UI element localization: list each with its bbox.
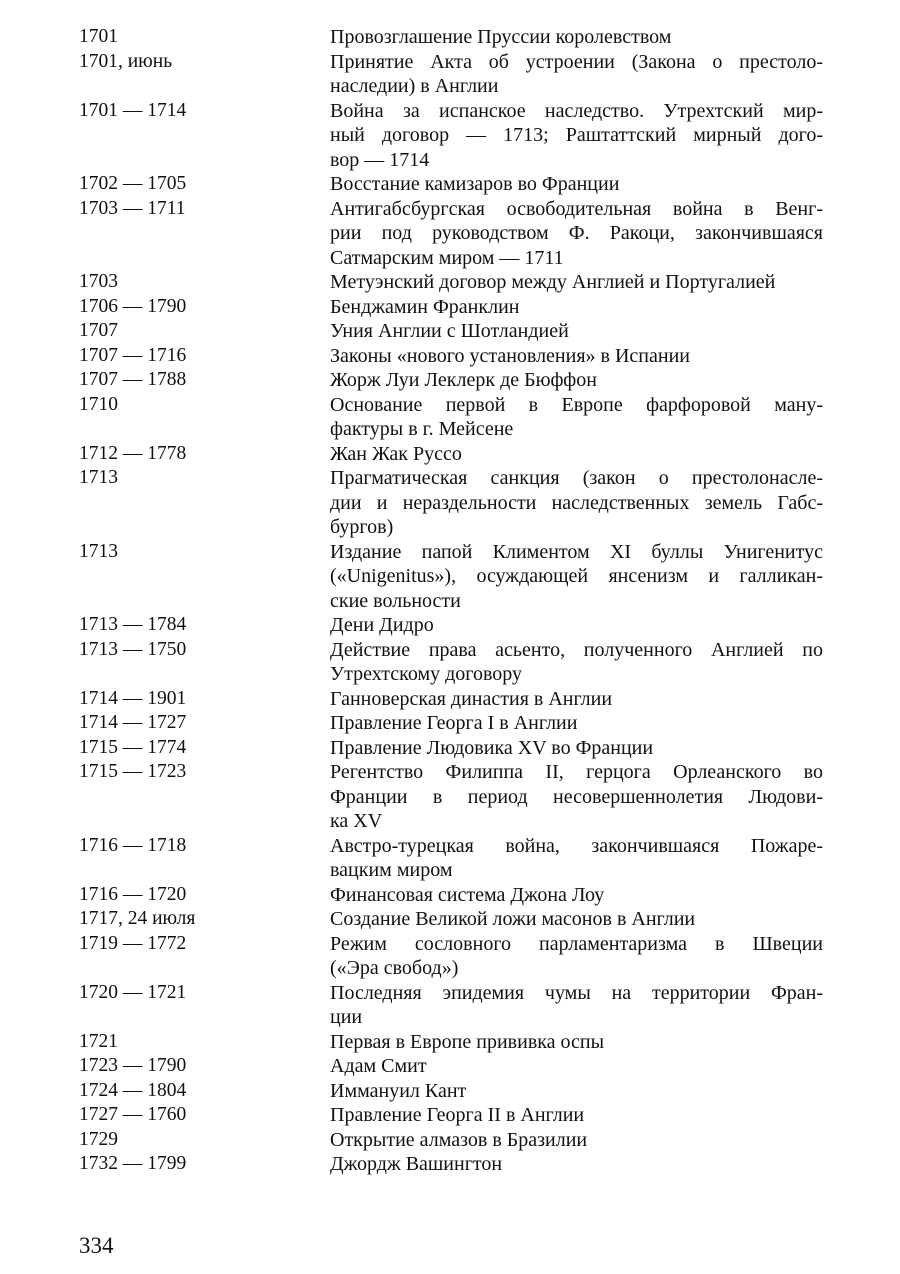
entry-date: 1712 — 1778 <box>79 442 187 464</box>
entry-date: 1713 — 1750 <box>79 638 187 660</box>
event-text-line: Правление Георга II в Англии <box>330 1104 585 1126</box>
entry-date: 1716 — 1718 <box>79 834 187 856</box>
event-text-line: Провозглашение Пруссии королевством <box>330 26 672 48</box>
chronology-row <box>79 736 849 761</box>
chronology-row <box>79 613 849 638</box>
entry-event <box>330 760 823 834</box>
chronology-row <box>79 25 849 50</box>
entry-event <box>330 270 823 295</box>
event-text-line: Правление Георга I в Англии <box>330 712 578 734</box>
chronology-row <box>79 1128 849 1153</box>
entry-event <box>330 1152 823 1177</box>
entry-event <box>330 319 823 344</box>
event-text-line: Восстание камизаров во Франции <box>330 173 620 195</box>
entry-event <box>330 932 823 981</box>
entry-event <box>330 50 823 99</box>
chronology-row <box>79 907 849 932</box>
event-text-line: дии и нераздельности наследственных земель Габс- <box>330 491 823 514</box>
event-text-line: ские вольности <box>330 589 461 612</box>
entry-event <box>330 25 823 50</box>
chronology-row <box>79 1054 849 1079</box>
entry-event <box>330 711 823 736</box>
event-text-line: Законы «нового установления» в Испании <box>330 344 690 367</box>
entry-date: 1713 — 1784 <box>79 614 187 635</box>
chronology-row <box>79 295 849 320</box>
chronology-row <box>79 270 849 295</box>
entry-date: 1714 — 1901 <box>79 687 187 709</box>
event-text-line: Сатмарским миром — 1711 <box>330 246 564 269</box>
entry-event <box>330 1079 823 1104</box>
chronology-row <box>79 540 849 614</box>
entry-event <box>330 1054 823 1079</box>
entry-date: 1721 <box>79 1030 118 1052</box>
event-text-line: бургов) <box>330 516 394 538</box>
entry-date: 1719 — 1772 <box>79 932 187 954</box>
event-text-line: рии под руководством Ф. Ракоци, закончившаяся <box>330 222 823 244</box>
entry-date: 1703 <box>79 271 118 292</box>
entry-date: 1723 — 1790 <box>79 1055 187 1076</box>
event-text-line: Бенджамин Франклин <box>330 295 520 318</box>
event-text-line: Метуэнский договор между Англией и Португалией <box>330 271 776 293</box>
event-text-line: наследии) в Англии <box>330 75 499 97</box>
entry-date: 1727 — 1760 <box>79 1104 187 1125</box>
chronology-row <box>79 1030 849 1055</box>
entry-date: 1715 — 1774 <box>79 736 187 758</box>
chronology-row <box>79 319 849 344</box>
entry-date: 1710 <box>79 393 118 415</box>
chronology-row <box>79 687 849 712</box>
chronology-row <box>79 442 849 467</box>
event-text-line: Прагматическая санкция (закон о престолонасле- <box>330 467 823 489</box>
entry-date: 1701 <box>79 26 118 47</box>
chronology-row <box>79 172 849 197</box>
chronology-table <box>79 25 849 1177</box>
event-text-line: Открытие алмазов в Бразилии <box>330 1128 588 1151</box>
chronology-row <box>79 883 849 908</box>
event-text-line: Действие права асьенто, полученного Англией по <box>330 638 823 661</box>
entry-event <box>330 907 823 932</box>
chronology-row <box>79 1152 849 1177</box>
chronology-row <box>79 393 849 442</box>
entry-event <box>330 981 823 1030</box>
entry-date: 1707 <box>79 320 118 341</box>
entry-date: 1713 <box>79 467 118 488</box>
entry-event <box>330 834 823 883</box>
chronology-row <box>79 981 849 1030</box>
event-text-line: Иммануил Кант <box>330 1079 467 1102</box>
entry-date: 1716 — 1720 <box>79 883 187 905</box>
chronology-row <box>79 834 849 883</box>
event-text-line: Издание папой Климентом XI буллы Унигенитус <box>330 540 823 563</box>
entry-event <box>330 295 823 320</box>
event-text-line: Последняя эпидемия чумы на территории Фран- <box>330 981 823 1004</box>
entry-date: 1701 — 1714 <box>79 99 187 121</box>
entry-event <box>330 466 823 540</box>
entry-date: 1707 — 1788 <box>79 369 187 390</box>
entry-date: 1732 — 1799 <box>79 1153 187 1174</box>
chronology-row <box>79 368 849 393</box>
event-text-line: Принятие Акта об устроении (Закона о престоло- <box>330 50 823 73</box>
entry-date: 1715 — 1723 <box>79 761 187 782</box>
entry-date: 1702 — 1705 <box>79 173 187 194</box>
event-text-line: («Эра свобод») <box>330 957 459 979</box>
chronology-row <box>79 932 849 981</box>
event-text-line: вор — 1714 <box>330 148 430 171</box>
entry-date: 1717, 24 июля <box>79 908 196 929</box>
event-text-line: ный договор — 1713; Раштаттский мирный дого- <box>330 124 823 146</box>
chronology-row <box>79 466 849 540</box>
event-text-line: Уния Англии с Шотландией <box>330 320 569 342</box>
chronology-row <box>79 99 849 173</box>
event-text-line: Дени Дидро <box>330 614 434 636</box>
event-text-line: Жорж Луи Леклерк де Бюффон <box>330 369 597 391</box>
entry-date: 1703 — 1711 <box>79 197 186 219</box>
event-text-line: Франции в период несовершеннолетия Людови- <box>330 785 823 808</box>
chronology-row <box>79 50 849 99</box>
event-text-line: Режим сословного парламентаризма в Швеции <box>330 932 823 955</box>
entry-date: 1714 — 1727 <box>79 712 187 733</box>
chronology-row <box>79 197 849 271</box>
entry-event <box>330 172 823 197</box>
event-text-line: ка XV <box>330 810 383 832</box>
entry-event <box>330 540 823 614</box>
event-text-line: Жан Жак Руссо <box>330 442 462 465</box>
event-text-line: Война за испанское наследство. Утрехтский мир- <box>330 99 823 122</box>
chronology-row <box>79 1103 849 1128</box>
event-text-line: ции <box>330 1006 363 1028</box>
event-text-line: Регентство Филиппа II, герцога Орлеанского во <box>330 761 823 783</box>
event-text-line: Утрехтскому договору <box>330 663 523 685</box>
chronology-row <box>79 711 849 736</box>
chronology-row <box>79 1079 849 1104</box>
entry-event <box>330 344 823 369</box>
entry-event <box>330 687 823 712</box>
page-number: 334 <box>79 1233 114 1258</box>
chronology-row <box>79 638 849 687</box>
entry-date: 1701, июнь <box>79 50 173 72</box>
entry-event <box>330 1030 823 1055</box>
event-text-line: вацким миром <box>330 859 453 881</box>
entry-event <box>330 613 823 638</box>
entry-event <box>330 197 823 271</box>
event-text-line: Адам Смит <box>330 1055 427 1077</box>
event-text-line: Правление Людовика XV во Франции <box>330 736 654 759</box>
entry-date: 1729 <box>79 1128 118 1150</box>
event-text-line: фактуры в г. Мейсене <box>330 418 514 440</box>
entry-event <box>330 368 823 393</box>
entry-date: 1724 — 1804 <box>79 1079 187 1101</box>
entry-date: 1713 <box>79 540 118 562</box>
entry-event <box>330 393 823 442</box>
event-text-line: Финансовая система Джона Лоу <box>330 883 605 906</box>
chronology-row <box>79 344 849 369</box>
event-text-line: («Unigenitus»), осуждающей янсенизм и галликан- <box>330 565 823 587</box>
entry-event <box>330 1103 823 1128</box>
event-text-line: Джордж Вашингтон <box>330 1153 503 1175</box>
entry-date: 1706 — 1790 <box>79 295 187 317</box>
entry-event <box>330 638 823 687</box>
entry-event <box>330 736 823 761</box>
event-text-line: Антигабсбургская освободительная война в Венг- <box>330 197 823 220</box>
event-text-line: Первая в Европе прививка оспы <box>330 1030 605 1053</box>
entry-event <box>330 99 823 173</box>
event-text-line: Основание первой в Европе фарфоровой ману- <box>330 393 823 416</box>
event-text-line: Австро-турецкая война, закончившаяся Пожаре- <box>330 834 823 857</box>
entry-event <box>330 1128 823 1153</box>
event-text-line: Ганноверская династия в Англии <box>330 687 613 710</box>
entry-date: 1707 — 1716 <box>79 344 187 366</box>
chronology-row <box>79 760 849 834</box>
event-text-line: Создание Великой ложи масонов в Англии <box>330 908 696 930</box>
entry-date: 1720 — 1721 <box>79 981 187 1003</box>
entry-event <box>330 883 823 908</box>
entry-event <box>330 442 823 467</box>
